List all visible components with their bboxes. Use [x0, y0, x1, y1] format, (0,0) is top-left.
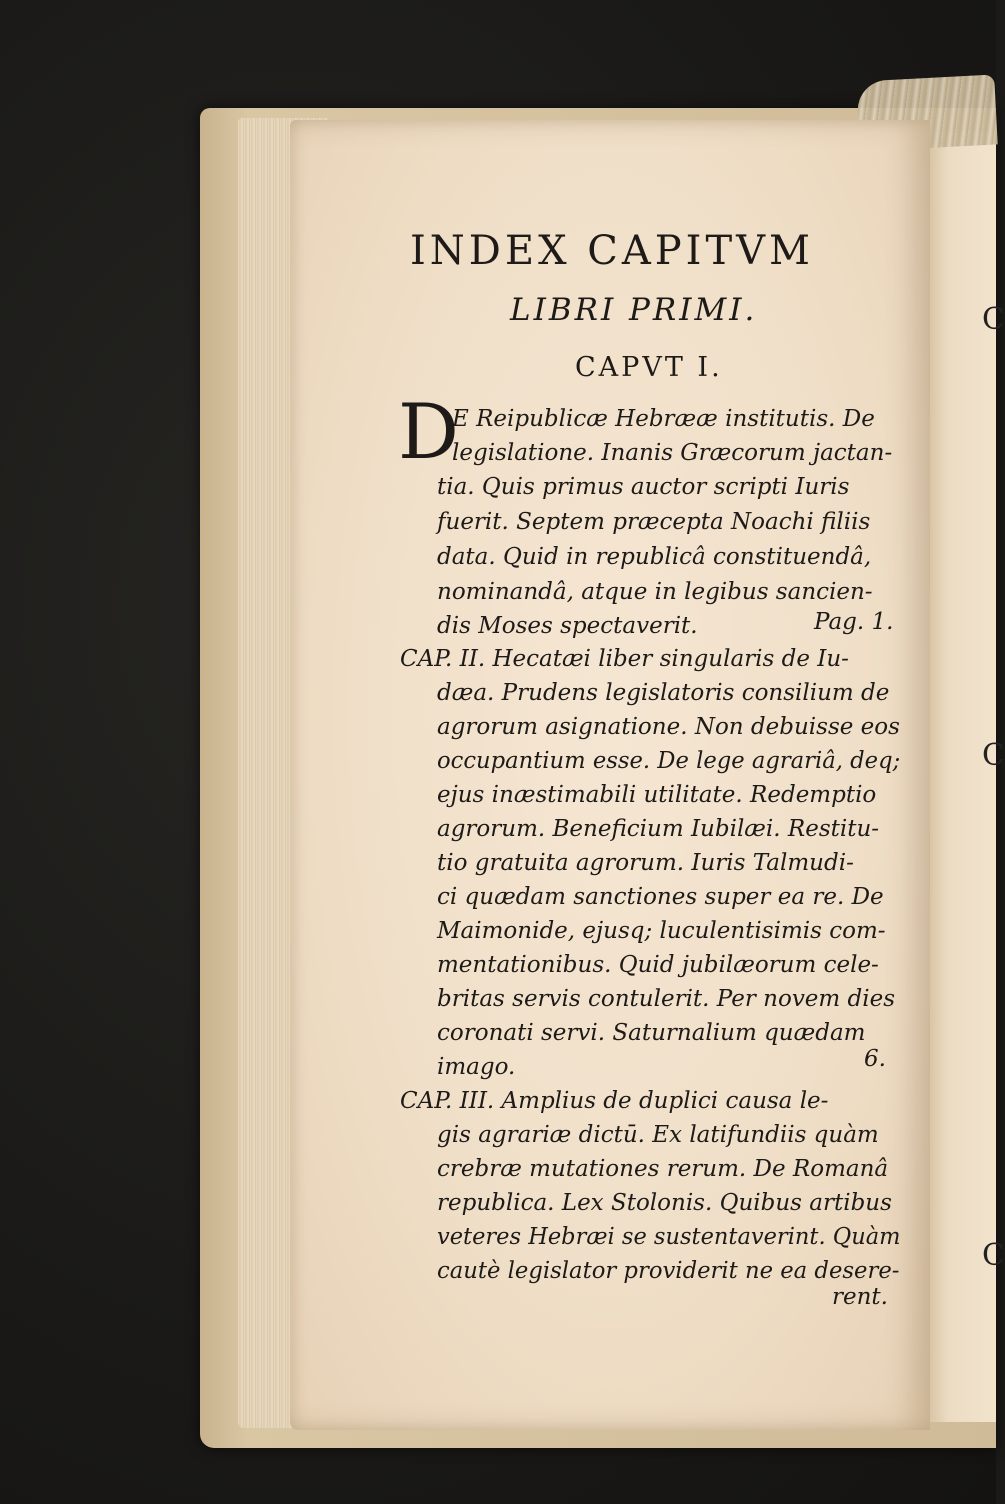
- facing-page-letter: C: [982, 1238, 1005, 1273]
- drop-cap: D: [398, 387, 459, 476]
- facing-page-letter: C: [982, 738, 1005, 773]
- text-line: agrorum. Beneficium Iubilæi. Restitu-: [437, 816, 880, 842]
- text-line: cautè legislator providerit ne ea desere-: [437, 1258, 900, 1284]
- page-reference: 6.: [864, 1046, 886, 1072]
- text-line: imago.: [437, 1054, 516, 1080]
- text-line: mentationibus. Quid jubilæorum cele-: [437, 952, 879, 978]
- text-line: crebræ mutationes rerum. De Romanâ: [437, 1156, 889, 1182]
- chapter-title: CAPVT I.: [575, 352, 723, 383]
- text-line: fuerit. Septem præcepta Noachi filiis: [437, 509, 871, 535]
- text-line: gis agrariæ dictū. Ex latifundiis quàm: [437, 1122, 879, 1148]
- text-line: occupantium esse. De lege agrariâ, deq;: [437, 748, 901, 774]
- text-line: CAP. II. Hecatæi liber singularis de Iu-: [400, 646, 849, 672]
- text-line: agrorum asignatione. Non debuisse eos: [437, 714, 900, 740]
- text-line: britas servis contulerit. Per novem dies: [437, 986, 896, 1012]
- text-line: data. Quid in republicâ constituendâ,: [437, 544, 872, 570]
- facing-page-letter: C: [982, 302, 1005, 337]
- text-line: Maimonide, ejusq; luculentisimis com-: [437, 918, 886, 944]
- text-line: ci quædam sanctiones super ea re. De: [437, 884, 884, 910]
- book-subheading: LIBRI PRIMI.: [510, 292, 758, 328]
- text-line: dæa. Prudens legislatoris consilium de: [437, 680, 890, 706]
- text-line: veteres Hebræi se sustentaverint. Quàm: [437, 1224, 901, 1250]
- text-line: E Reipublicæ Hebrææ institutis. De: [452, 406, 875, 432]
- text-line: CAP. III. Amplius de duplici causa le-: [400, 1088, 829, 1114]
- text-line: tia. Quis primus auctor scripti Iuris: [437, 474, 850, 500]
- text-line: legislatione. Inanis Græcorum jactan-: [452, 440, 893, 466]
- text-line: nominandâ, atque in legibus sancien-: [437, 579, 873, 605]
- text-line: ejus inæstimabili utilitate. Redemptio: [437, 782, 877, 808]
- page-reference: Pag. 1.: [814, 609, 894, 635]
- text-line: tio gratuita agrorum. Iuris Talmudi-: [437, 850, 854, 876]
- catchword: rent.: [832, 1284, 888, 1310]
- index-heading: INDEX CAPITVM: [410, 228, 814, 274]
- text-line: republica. Lex Stolonis. Quibus artibus: [437, 1190, 892, 1216]
- text-line: coronati servi. Saturnalium quædam: [437, 1020, 866, 1046]
- text-line: dis Moses spectaverit.: [437, 613, 698, 639]
